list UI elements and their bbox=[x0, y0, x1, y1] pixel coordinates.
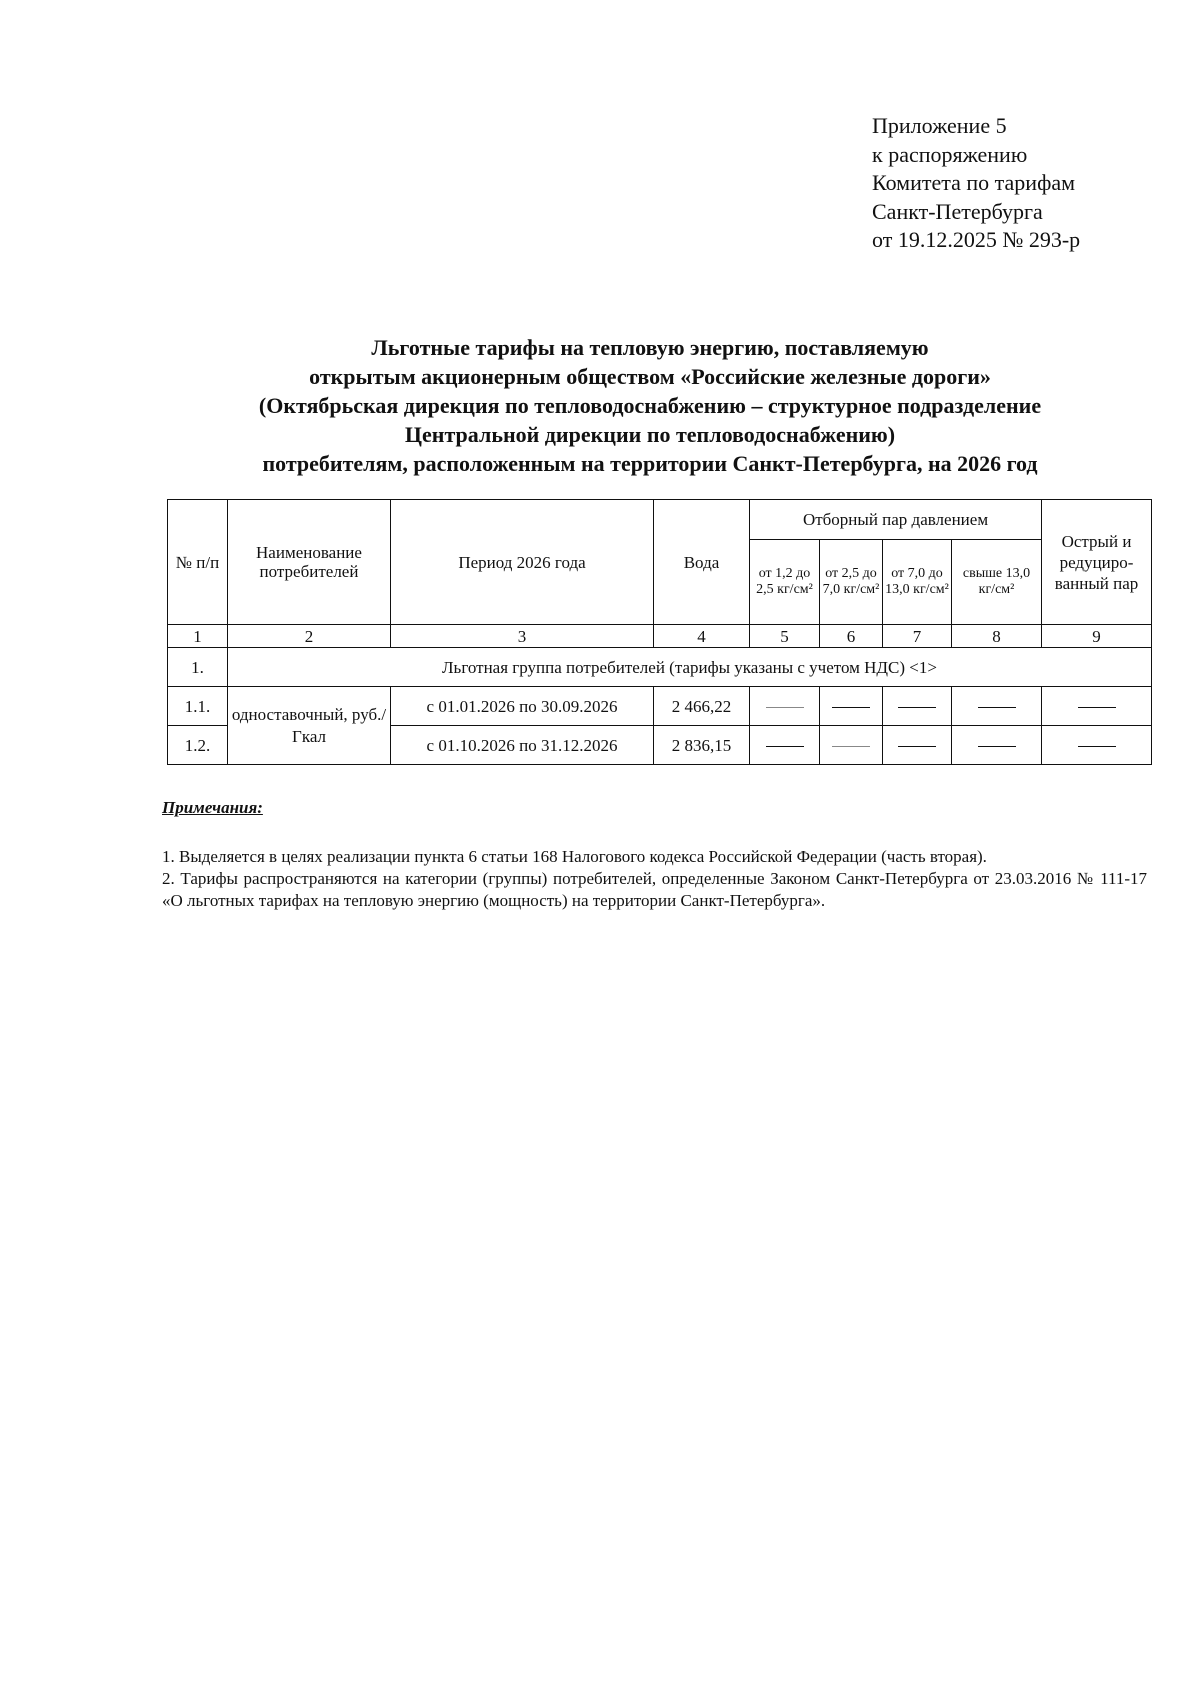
column-number-row bbox=[168, 625, 1152, 648]
header-steam-1: от 1,2 до 2,5 кг/см² bbox=[750, 540, 820, 625]
appendix-line: Приложение 5 bbox=[872, 113, 1007, 138]
appendix-line: к распоряжению bbox=[872, 141, 1028, 167]
title-line: Центральной дирекции по тепловодоснабжению) bbox=[404, 422, 896, 447]
row-value-dash bbox=[820, 726, 883, 765]
row-water: 2 466,22 bbox=[654, 687, 750, 726]
row-value-dash bbox=[1042, 687, 1152, 726]
note-item: 1. Выделяется в целях реализации пункта 6 статьи 168 Налогового кодекса Российской Федерации (часть вторая). bbox=[162, 847, 987, 866]
tariff-table bbox=[167, 499, 1152, 765]
header-num: № п/п bbox=[168, 500, 228, 625]
group-row bbox=[168, 648, 1152, 687]
appendix-line: Санкт-Петербурга bbox=[872, 198, 1043, 224]
title-line: Льготные тарифы на тепловую энергию, поставляемую bbox=[371, 335, 929, 360]
row-value-dash bbox=[750, 726, 820, 765]
column-number: 5 bbox=[750, 625, 820, 648]
row-period: с 01.10.2026 по 31.12.2026 bbox=[391, 726, 654, 765]
title-line: открытым акционерным обществом «Российские железные дороги» bbox=[309, 364, 991, 389]
header-steam-group: Отборный пар давлением bbox=[750, 500, 1042, 540]
row-num: 1.2. bbox=[168, 726, 228, 765]
notes-block bbox=[162, 846, 1147, 912]
row-value-dash bbox=[883, 687, 952, 726]
column-number: 1 bbox=[168, 625, 228, 648]
row-num: 1.1. bbox=[168, 687, 228, 726]
header-period: Период 2026 года bbox=[391, 500, 654, 625]
row-period: с 01.01.2026 по 30.09.2026 bbox=[391, 687, 654, 726]
row-value-dash bbox=[1042, 726, 1152, 765]
row-value-dash bbox=[952, 726, 1042, 765]
header-water: Вода bbox=[654, 500, 750, 625]
row-water: 2 836,15 bbox=[654, 726, 750, 765]
column-number: 8 bbox=[952, 625, 1042, 648]
row-value-dash bbox=[952, 687, 1042, 726]
appendix-block bbox=[872, 112, 1080, 255]
column-number: 9 bbox=[1042, 625, 1152, 648]
document-title bbox=[150, 333, 1150, 478]
header-steam-3: от 7,0 до 13,0 кг/см² bbox=[883, 540, 952, 625]
row-value-dash bbox=[883, 726, 952, 765]
table-row bbox=[168, 687, 1152, 726]
notes-heading: Примечания: bbox=[162, 798, 263, 817]
column-number: 3 bbox=[391, 625, 654, 648]
row-value-dash bbox=[820, 687, 883, 726]
header-sharp-steam: Острый и редуциро-ванный пар bbox=[1042, 500, 1152, 625]
column-number: 2 bbox=[228, 625, 391, 648]
appendix-line: Комитета по тарифам bbox=[872, 170, 1076, 195]
group-num: 1. bbox=[168, 648, 228, 687]
title-line: потребителям, расположенным на территории Санкт-Петербурга, на 2026 год bbox=[262, 451, 1038, 476]
note-item: 2. Тарифы распространяются на категории (группы) потребителей, определенные Законом Санкт-Петербурга от 23.03.2016 № 111-17 «О льготных тарифах на тепловую энергию (мощность) на территории Санкт-Петербурга». bbox=[162, 869, 1147, 910]
header-name: Наименование потребителей bbox=[228, 500, 391, 625]
column-number: 4 bbox=[654, 625, 750, 648]
appendix-line: от 19.12.2025 № 293-р bbox=[872, 227, 1081, 252]
column-number: 7 bbox=[883, 625, 952, 648]
group-label: Льготная группа потребителей (тарифы указаны с учетом НДС) <1> bbox=[228, 648, 1152, 687]
column-number: 6 bbox=[820, 625, 883, 648]
header-steam-4: свыше 13,0 кг/см² bbox=[952, 540, 1042, 625]
row-value-dash bbox=[750, 687, 820, 726]
header-steam-2: от 2,5 до 7,0 кг/см² bbox=[820, 540, 883, 625]
title-line: (Октябрьская дирекция по тепловодоснабжению – структурное подразделение bbox=[258, 393, 1042, 418]
rate-name: одноставочный, руб./Гкал bbox=[228, 687, 391, 765]
